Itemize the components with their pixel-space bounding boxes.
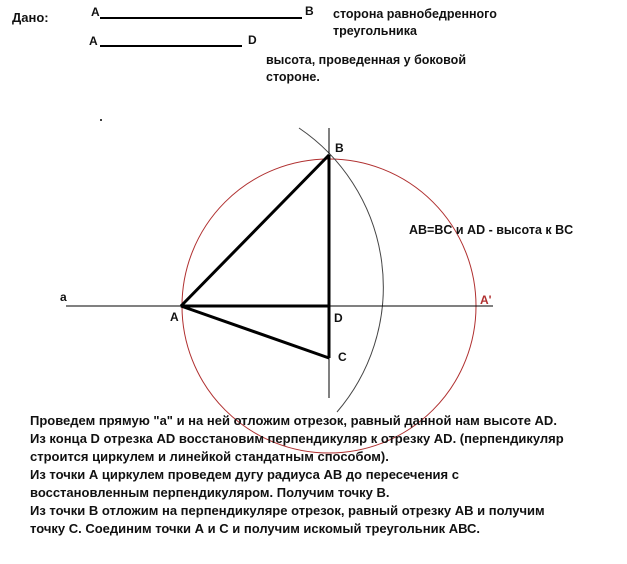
- label-line-a: a: [60, 290, 67, 304]
- equality-note: AB=BC и AD - высота к BC: [409, 223, 574, 237]
- ab-description-line-1: сторона равнобедренного: [333, 7, 497, 21]
- step-line-4: Из точки А циркулем проведем дугу радиуса АВ до пересечения с: [30, 467, 459, 482]
- label-point-b: B: [335, 141, 344, 155]
- ad-description-line-2: стороне.: [266, 70, 320, 84]
- label-point-a: A: [170, 310, 179, 324]
- ad-description-line-1: высота, проведенная у боковой: [266, 53, 466, 67]
- given-label: Дано:: [12, 10, 49, 25]
- given-ab-start-label: A: [91, 5, 100, 19]
- step-line-2: Из конца D отрезка AD восстановим перпендикуляр к отрезку AD. (перпендикуляр: [30, 431, 564, 446]
- step-line-6: Из точки В отложим на перпендикуляре отрезок, равный отрезку АВ и получим: [30, 503, 545, 518]
- segment-ac: [181, 306, 329, 358]
- given-ad-end-label: D: [248, 33, 257, 47]
- step-line-3: строится циркулем и линейкой стандатным способом).: [30, 449, 389, 464]
- step-line-5: восстановленным перпендикуляром. Получим точку В.: [30, 485, 390, 500]
- label-point-c: C: [338, 350, 347, 364]
- given-ab-end-label: B: [305, 4, 314, 18]
- stray-dot: [100, 119, 102, 121]
- label-point-d: D: [334, 311, 343, 325]
- construction-steps: [30, 412, 620, 538]
- label-point-a-prime: A': [480, 293, 492, 307]
- step-line-7: точку С. Соединим точки А и С и получим искомый треугольник АВС.: [30, 521, 481, 536]
- given-ad-start-label: A: [89, 34, 98, 48]
- ab-description-line-2: треугольника: [333, 24, 417, 38]
- step-line-1: Проведем прямую "а" и на ней отложим отрезок, равный данной нам высоте AD.: [30, 413, 557, 428]
